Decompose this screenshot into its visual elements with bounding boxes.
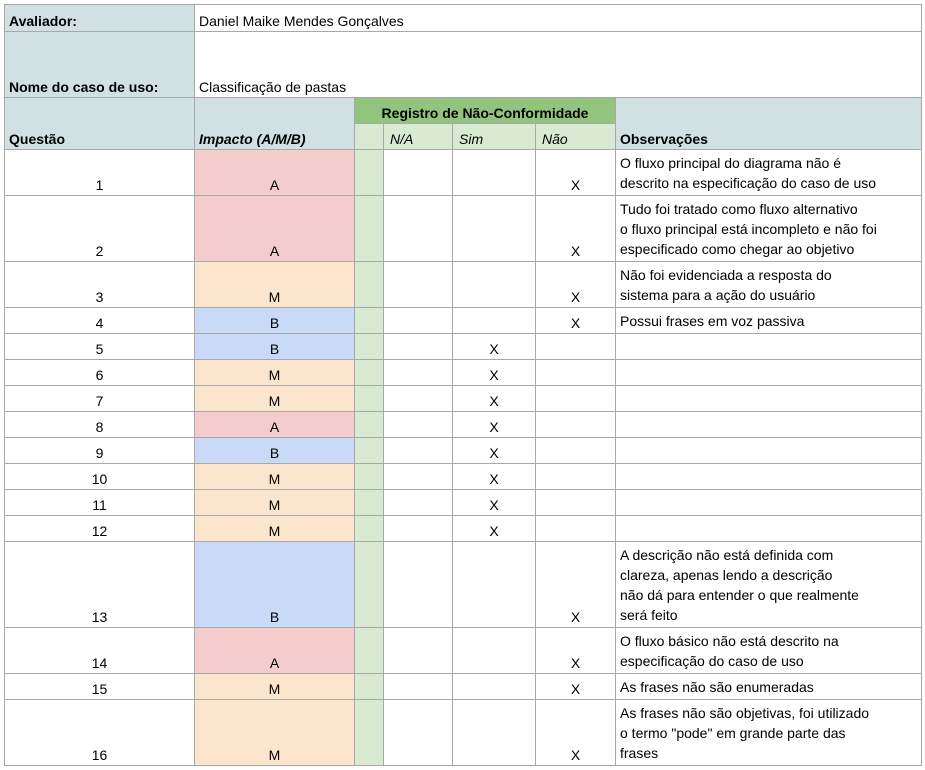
observation-cell[interactable] [616,308,922,334]
table-row [5,412,922,438]
impact-cell[interactable]: M [195,490,355,516]
registry-spacer-header [355,124,384,150]
use-case-value[interactable]: Classificação de pastas [195,32,922,98]
nao-cell[interactable]: X [536,674,616,700]
question-number-cell[interactable]: 13 [5,542,195,628]
table-row [5,542,922,628]
observation-text: As frases não são objetivas, foi utilizado o termo "pode" em grande parte das frases [620,705,870,761]
sim-cell[interactable] [453,262,536,308]
table-row [5,262,922,308]
na-cell[interactable] [384,360,453,386]
table-row [5,334,922,360]
observation-text: A descrição não está definida com clareza, apenas lendo a descrição não dá para entender o que realmente será feito [620,547,859,623]
registry-spacer-cell [355,490,384,516]
observation-cell[interactable] [616,262,922,308]
na-cell[interactable] [384,150,453,196]
impact-cell[interactable]: A [195,412,355,438]
sim-cell[interactable] [453,674,536,700]
question-number-cell[interactable]: 2 [5,196,195,262]
sim-cell[interactable]: X [453,386,536,412]
observation-cell[interactable] [616,438,922,464]
nao-cell[interactable]: X [536,308,616,334]
sim-cell[interactable] [453,308,536,334]
nao-cell[interactable] [536,464,616,490]
table-row [5,360,922,386]
sim-cell[interactable] [453,700,536,766]
impact-cell[interactable]: B [195,334,355,360]
impact-cell[interactable]: B [195,308,355,334]
sim-cell[interactable]: X [453,412,536,438]
na-cell[interactable] [384,464,453,490]
observation-cell[interactable] [616,490,922,516]
registry-spacer-cell [355,516,384,542]
table-row [5,196,922,262]
sim-cell[interactable]: X [453,360,536,386]
sim-cell[interactable]: X [453,334,536,360]
observations-header: Observações [616,98,922,150]
question-number-cell[interactable]: 8 [5,412,195,438]
nao-cell[interactable] [536,516,616,542]
question-number-cell[interactable]: 3 [5,262,195,308]
na-cell[interactable] [384,628,453,674]
na-cell[interactable] [384,490,453,516]
impact-cell[interactable]: M [195,262,355,308]
table-row [5,516,922,542]
table-row [5,386,922,412]
question-number-cell[interactable]: 12 [5,516,195,542]
sim-cell[interactable]: X [453,438,536,464]
registry-spacer-cell [355,628,384,674]
registry-header: Registro de Não-Conformidade [355,98,616,124]
observation-cell[interactable] [616,700,922,766]
observation-text: O fluxo básico não está descrito na especificação do caso de uso [620,633,839,669]
na-cell[interactable] [384,334,453,360]
registry-spacer-cell [355,360,384,386]
use-case-row [5,32,922,98]
table-row [5,464,922,490]
registry-spacer-cell [355,412,384,438]
question-number-cell[interactable]: 15 [5,674,195,700]
na-cell[interactable] [384,412,453,438]
table-row [5,150,922,196]
observation-text: As frases não são enumeradas [620,679,814,695]
question-number-cell[interactable]: 9 [5,438,195,464]
nao-cell[interactable]: X [536,542,616,628]
registry-spacer-cell [355,262,384,308]
sim-header: Sim [453,124,536,150]
registry-spacer-cell [355,700,384,766]
question-header: Questão [5,98,195,150]
sim-cell[interactable]: X [453,464,536,490]
na-cell[interactable] [384,196,453,262]
observation-text: Possui frases em voz passiva [620,313,805,329]
observation-cell[interactable] [616,516,922,542]
nao-cell[interactable] [536,334,616,360]
sim-cell[interactable]: X [453,490,536,516]
impact-cell[interactable]: A [195,150,355,196]
question-number-cell[interactable]: 5 [5,334,195,360]
nao-cell[interactable]: X [536,700,616,766]
observation-cell[interactable] [616,196,922,262]
question-number-cell[interactable]: 6 [5,360,195,386]
question-number-cell[interactable]: 10 [5,464,195,490]
sim-cell[interactable] [453,542,536,628]
registry-spacer-cell [355,386,384,412]
observation-cell[interactable] [616,628,922,674]
observation-text: O fluxo principal do diagrama não é descrito na especificação do caso de uso [620,155,877,191]
nao-cell[interactable]: X [536,196,616,262]
impact-header: Impacto (A/M/B) [195,98,355,150]
nao-cell[interactable]: X [536,262,616,308]
nao-cell[interactable]: X [536,150,616,196]
table-row [5,700,922,766]
question-number-cell[interactable]: 14 [5,628,195,674]
impact-cell[interactable]: B [195,542,355,628]
na-header: N/A [384,124,453,150]
registry-spacer-cell [355,674,384,700]
question-number-cell[interactable]: 11 [5,490,195,516]
header-row-top [5,98,922,124]
observation-text: Tudo foi tratado como fluxo alternativo o fluxo principal está incompleto e não foi especificado como chegar ao objetivo [620,201,877,257]
table-row [5,308,922,334]
observation-cell[interactable] [616,334,922,360]
nao-cell[interactable] [536,490,616,516]
na-cell[interactable] [384,542,453,628]
registry-spacer-cell [355,334,384,360]
nao-header: Não [536,124,616,150]
impact-cell[interactable]: B [195,438,355,464]
evaluator-value[interactable]: Daniel Maike Mendes Gonçalves [195,5,922,32]
question-number-cell[interactable]: 16 [5,700,195,766]
evaluator-label: Avaliador: [5,5,195,32]
sim-cell[interactable] [453,628,536,674]
na-cell[interactable] [384,700,453,766]
registry-spacer-cell [355,542,384,628]
use-case-label: Nome do caso de uso: [5,32,195,98]
observation-cell[interactable] [616,412,922,438]
observation-cell[interactable] [616,360,922,386]
table-row [5,438,922,464]
observation-cell[interactable] [616,464,922,490]
table-row [5,490,922,516]
na-cell[interactable] [384,438,453,464]
question-number-cell[interactable]: 1 [5,150,195,196]
na-cell[interactable] [384,308,453,334]
impact-cell[interactable]: M [195,464,355,490]
registry-spacer-cell [355,308,384,334]
nao-cell[interactable]: X [536,628,616,674]
registry-spacer-cell [355,438,384,464]
evaluator-row [5,5,922,32]
registry-spacer-cell [355,196,384,262]
sim-cell[interactable] [453,150,536,196]
observation-cell[interactable] [616,542,922,628]
question-number-cell[interactable]: 4 [5,308,195,334]
registry-spacer-cell [355,150,384,196]
na-cell[interactable] [384,262,453,308]
sim-cell[interactable]: X [453,516,536,542]
nao-cell[interactable] [536,360,616,386]
impact-cell[interactable]: A [195,628,355,674]
nao-cell[interactable] [536,412,616,438]
observation-cell[interactable] [616,386,922,412]
nao-cell[interactable] [536,438,616,464]
na-cell[interactable] [384,674,453,700]
impact-cell[interactable]: M [195,674,355,700]
na-cell[interactable] [384,386,453,412]
nao-cell[interactable] [536,386,616,412]
na-cell[interactable] [384,516,453,542]
table-row [5,674,922,700]
sim-cell[interactable] [453,196,536,262]
table-row [5,628,922,674]
observation-text: Não foi evidenciada a resposta do sistema para a ação do usuário [620,267,832,303]
use-case-checklist-table [4,4,922,766]
observation-cell[interactable] [616,674,922,700]
observation-cell[interactable] [616,150,922,196]
registry-spacer-cell [355,464,384,490]
impact-cell[interactable]: M [195,360,355,386]
impact-cell[interactable]: M [195,700,355,766]
impact-cell[interactable]: A [195,196,355,262]
impact-cell[interactable]: M [195,516,355,542]
question-number-cell[interactable]: 7 [5,386,195,412]
impact-cell[interactable]: M [195,386,355,412]
